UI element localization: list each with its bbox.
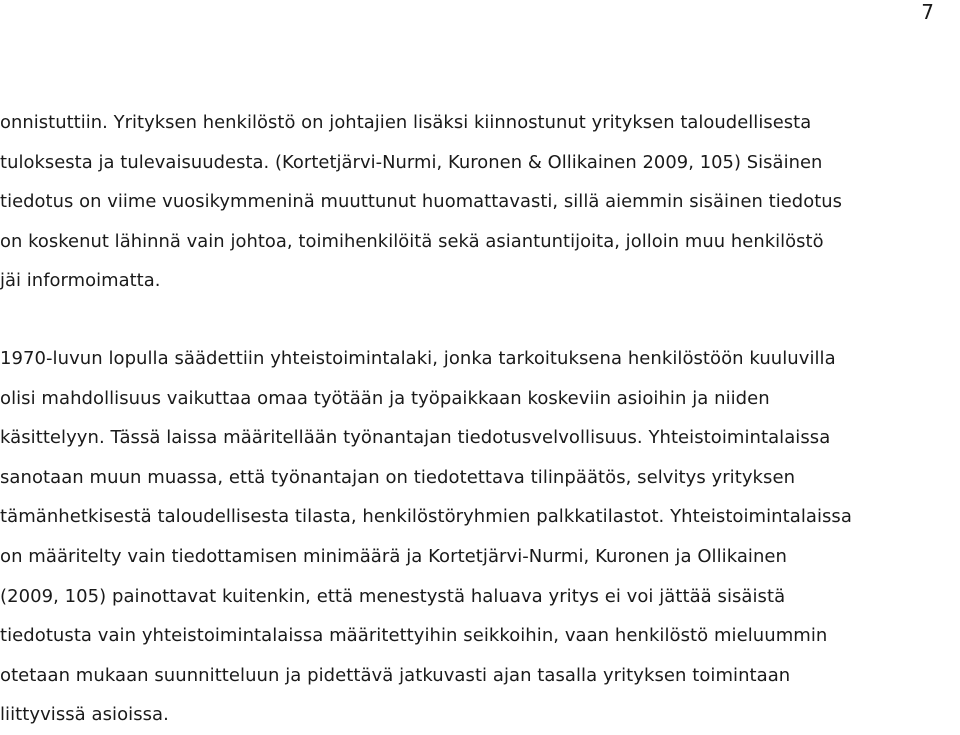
text-line: on määritelty vain tiedottamisen minimäärä ja Kortetjärvi-Nurmi, Kuronen ja Ollikainen [0,545,788,567]
text-line: onnistuttiin. Yrityksen henkilöstö on johtajien lisäksi kiinnostunut yrityksen taloudellisesta [0,112,812,133]
text-line: jäi informoimatta. [0,270,161,292]
text-line: tiedotus on viime vuosikymmeninä muuttunut huomattavasti, sillä aiemmin sisäinen tiedotus [0,191,843,213]
text-line: tämänhetkisestä taloudellisesta tilasta, henkilöstöryhmien palkkatilastot. Yhteistoimintalaissa [0,506,852,528]
text-line: sanotaan muun muassa, että työnantajan on tiedotettava tilinpäätös, selvitys yrityksen [0,466,796,488]
text-line: olisi mahdollisuus vaikuttaa omaa työtään ja työpaikkaan koskeviin asioihin ja niiden [0,387,770,409]
text-line: tiedotusta vain yhteistoimintalaissa määritettyihin seikkoihin, vaan henkilöstö mieluummin [0,625,828,647]
text-line: otetaan mukaan suunnitteluun ja pidettävä jatkuvasti ajan tasalla yrityksen toimintaan [0,664,791,686]
text-line: liittyvissä asioissa. [0,704,169,726]
page-number: 7 [921,0,934,24]
paragraph-2 [0,339,960,735]
text-line: on koskenut lähinnä vain johtoa, toimihenkilöitä sekä asiantuntijoita, jolloin muu henkilöstö [0,230,824,252]
paragraph-1 [0,103,960,301]
text-line: käsittelyyn. Tässä laissa määritellään työnantajan tiedotusvelvollisuus. Yhteistoimintalaissa [0,427,831,449]
text-line: (2009, 105) painottavat kuitenkin, että menestystä haluava yritys ei voi jättää sisäistä [0,585,786,607]
text-line: 1970-luvun lopulla säädettiin yhteistoimintalaki, jonka tarkoituksena henkilöstöön kuuluvilla [0,348,836,369]
text-line: tuloksesta ja tulevaisuudesta. (Kortetjärvi-Nurmi, Kuronen & Ollikainen 2009, 105) Sisäinen [0,151,823,173]
